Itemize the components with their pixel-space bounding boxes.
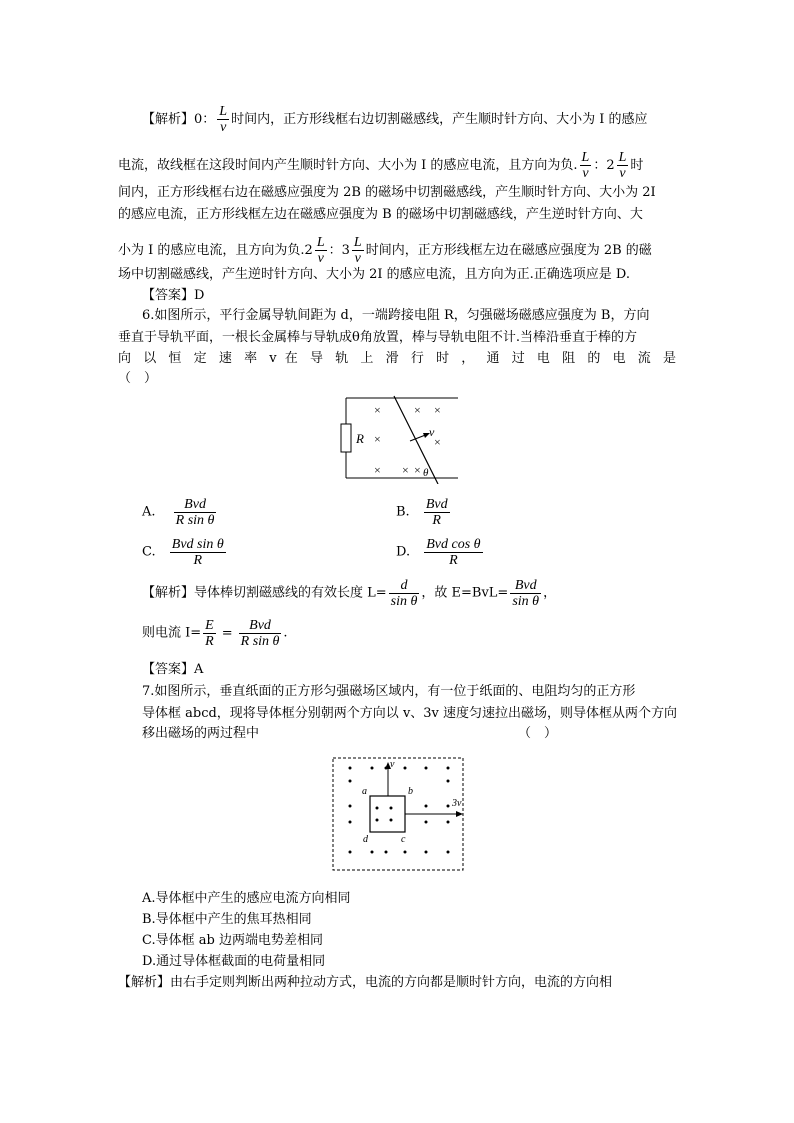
q6-line4: （ ） <box>118 371 158 386</box>
field-cross: × <box>434 435 441 449</box>
numerator: L <box>581 150 590 165</box>
q6-explanation-line2 <box>142 618 288 649</box>
fraction-option-d <box>424 537 482 568</box>
q7-option-b[interactable]: B.导体框中产生的焦耳热相同 <box>142 912 312 927</box>
fraction-L-v <box>217 104 229 135</box>
conductor-frame <box>370 796 405 832</box>
denominator: R sin θ <box>240 634 280 649</box>
fraction-option-a <box>174 497 217 528</box>
numerator: L <box>219 104 228 119</box>
text: = <box>221 625 233 641</box>
velocity-right-arrowhead <box>456 811 463 817</box>
para1-line5 <box>118 235 652 266</box>
fraction-option-c <box>170 537 226 568</box>
numerator: Bvd cos θ <box>426 537 481 552</box>
text: ：3 <box>328 243 350 258</box>
q6-line3: 向 以 恒 定 速 率 v 在 导 轨 上 滑 行 时 ， 通 过 电 阻 的 电 流 是 <box>118 351 676 366</box>
text: ，故 E=BvL= <box>421 585 509 601</box>
q7-line3-bracket: （ ） <box>518 726 558 741</box>
q6-circuit-diagram <box>340 392 460 484</box>
text: 时间内，正方形线框右边切割磁感线，产生顺时针方向、大小为 I 的感应 <box>231 112 648 127</box>
para1-line1 <box>142 104 647 135</box>
fraction-E-R <box>203 618 216 649</box>
q7-line1: 7.如图所示，垂直纸面的正方形匀强磁场区域内，有一位于纸面的、电阻均匀的正方形 <box>142 684 636 699</box>
velocity-right-label: 3v <box>452 798 462 809</box>
q6-option-b[interactable] <box>396 497 452 528</box>
field-cross: × <box>374 432 381 446</box>
option-letter: B. <box>396 504 410 520</box>
text: ， <box>543 585 557 601</box>
q7-option-a[interactable]: A.导体框中产生的感应电流方向相同 <box>142 891 351 906</box>
denominator: sin θ <box>390 594 418 609</box>
para1-line6: 场中切割磁感线，产生逆时针方向、大小为 2I 的感应电流，且方向为正.正确选项应是 D. <box>118 267 631 282</box>
q6-line2: 垂直于导轨平面，一根长金属棒与导轨成θ角放置，棒与导轨电阻不计.当棒沿垂直于棒的方 <box>118 330 637 345</box>
numerator: Bvd <box>425 497 448 512</box>
numerator: L <box>618 150 627 165</box>
text: 电流，故线框在这段时间内产生顺时针方向、大小为 I 的感应电流，且方向为负. <box>118 158 578 173</box>
text: ：2 <box>593 158 615 173</box>
denominator: v <box>317 251 324 266</box>
fraction-bvd-rsin <box>239 618 282 649</box>
fraction-L-v <box>617 150 629 181</box>
resistor-label: R <box>356 431 364 446</box>
fraction-L-v <box>352 235 364 266</box>
resistor <box>341 424 351 452</box>
denominator: R <box>449 553 458 568</box>
q7-option-d[interactable]: D.通过导体框截面的电荷量相同 <box>142 954 326 969</box>
numerator: L <box>353 235 362 250</box>
q6-explanation-line1 <box>142 578 556 609</box>
para1-line2 <box>118 150 643 181</box>
numerator: E <box>205 618 214 633</box>
text: . <box>283 625 288 641</box>
velocity-up-label: v <box>390 759 395 770</box>
denominator: R sin θ <box>175 513 215 528</box>
field-cross: × <box>414 463 421 477</box>
denominator: R <box>432 513 441 528</box>
text: 【解析】0： <box>142 112 216 127</box>
fraction-L-v <box>315 235 327 266</box>
q6-option-a[interactable] <box>142 497 218 528</box>
option-letter: A. <box>142 504 156 520</box>
corner-c-label: c <box>401 834 406 845</box>
field-cross: × <box>374 403 381 417</box>
fraction-d-sin <box>389 578 420 609</box>
text: 则电流 I= <box>142 625 202 641</box>
text: 【解析】导体棒切割磁感线的有效长度 L= <box>142 585 387 601</box>
denominator: v <box>619 166 626 181</box>
fraction-L-v <box>580 150 592 181</box>
answer-5: 【答案】D <box>142 288 205 303</box>
angle-label: θ <box>423 467 429 479</box>
q7-explanation: 【解析】由右手定则判断出两种拉动方式，电流的方向都是顺时针方向，电流的方向相 <box>118 975 613 990</box>
field-cross: × <box>414 403 421 417</box>
corner-d-label: d <box>363 834 368 845</box>
numerator: d <box>389 578 420 594</box>
q7-line2: 导体框 abcd，现将导体框分别朝两个方向以 v、3v 速度匀速拉出磁场，则导体框从两个方向 <box>142 706 678 721</box>
para1-line4: 的感应电流，正方形线框左边在磁感应强度为 B 的磁场中切割磁感线，产生逆时针方向、大 <box>118 207 643 222</box>
corner-a-label: a <box>362 786 367 797</box>
answer-6: 【答案】A <box>142 662 204 677</box>
denominator: v <box>220 120 227 135</box>
option-letter: D. <box>396 544 411 560</box>
numerator: L <box>316 235 325 250</box>
denominator: v <box>582 166 589 181</box>
numerator: Bvd <box>510 578 541 594</box>
field-cross: × <box>434 403 441 417</box>
q7-magnetic-field-diagram <box>330 756 475 872</box>
field-cross: × <box>402 463 409 477</box>
corner-b-label: b <box>408 786 413 797</box>
fraction-bvd-sin <box>510 578 541 609</box>
denominator: R <box>205 634 214 649</box>
text: 时间内，正方形线框左边在磁感应强度为 2B 的磁 <box>365 243 652 258</box>
velocity-label: v <box>429 425 435 439</box>
text: 小为 I 的感应电流，且方向为负.2 <box>118 243 313 258</box>
numerator: Bvd sin θ <box>171 537 224 552</box>
numerator: Bvd <box>239 618 282 634</box>
para1-line3: 间内，正方形线框右边在磁感应强度为 2B 的磁场中切割磁感线，产生顺时针方向、大小为 2I <box>118 185 656 200</box>
denominator: v <box>354 251 361 266</box>
text: 时 <box>630 158 644 173</box>
field-cross: × <box>374 463 381 477</box>
fraction-option-b <box>424 497 450 528</box>
denominator: R <box>193 553 203 568</box>
q6-line1: 6.如图所示，平行金属导轨间距为 d，一端跨接电阻 R，匀强磁场磁感应强度为 B，方向 <box>142 308 650 323</box>
q6-option-d[interactable] <box>396 537 485 568</box>
option-letter: C. <box>142 544 156 560</box>
q7-option-c[interactable]: C.导体框 ab 边两端电势差相同 <box>142 933 323 948</box>
denominator: sin θ <box>512 594 540 609</box>
q7-line3: 移出磁场的两过程中 <box>142 726 260 741</box>
q6-option-c[interactable] <box>142 537 228 568</box>
numerator: Bvd <box>174 497 217 513</box>
